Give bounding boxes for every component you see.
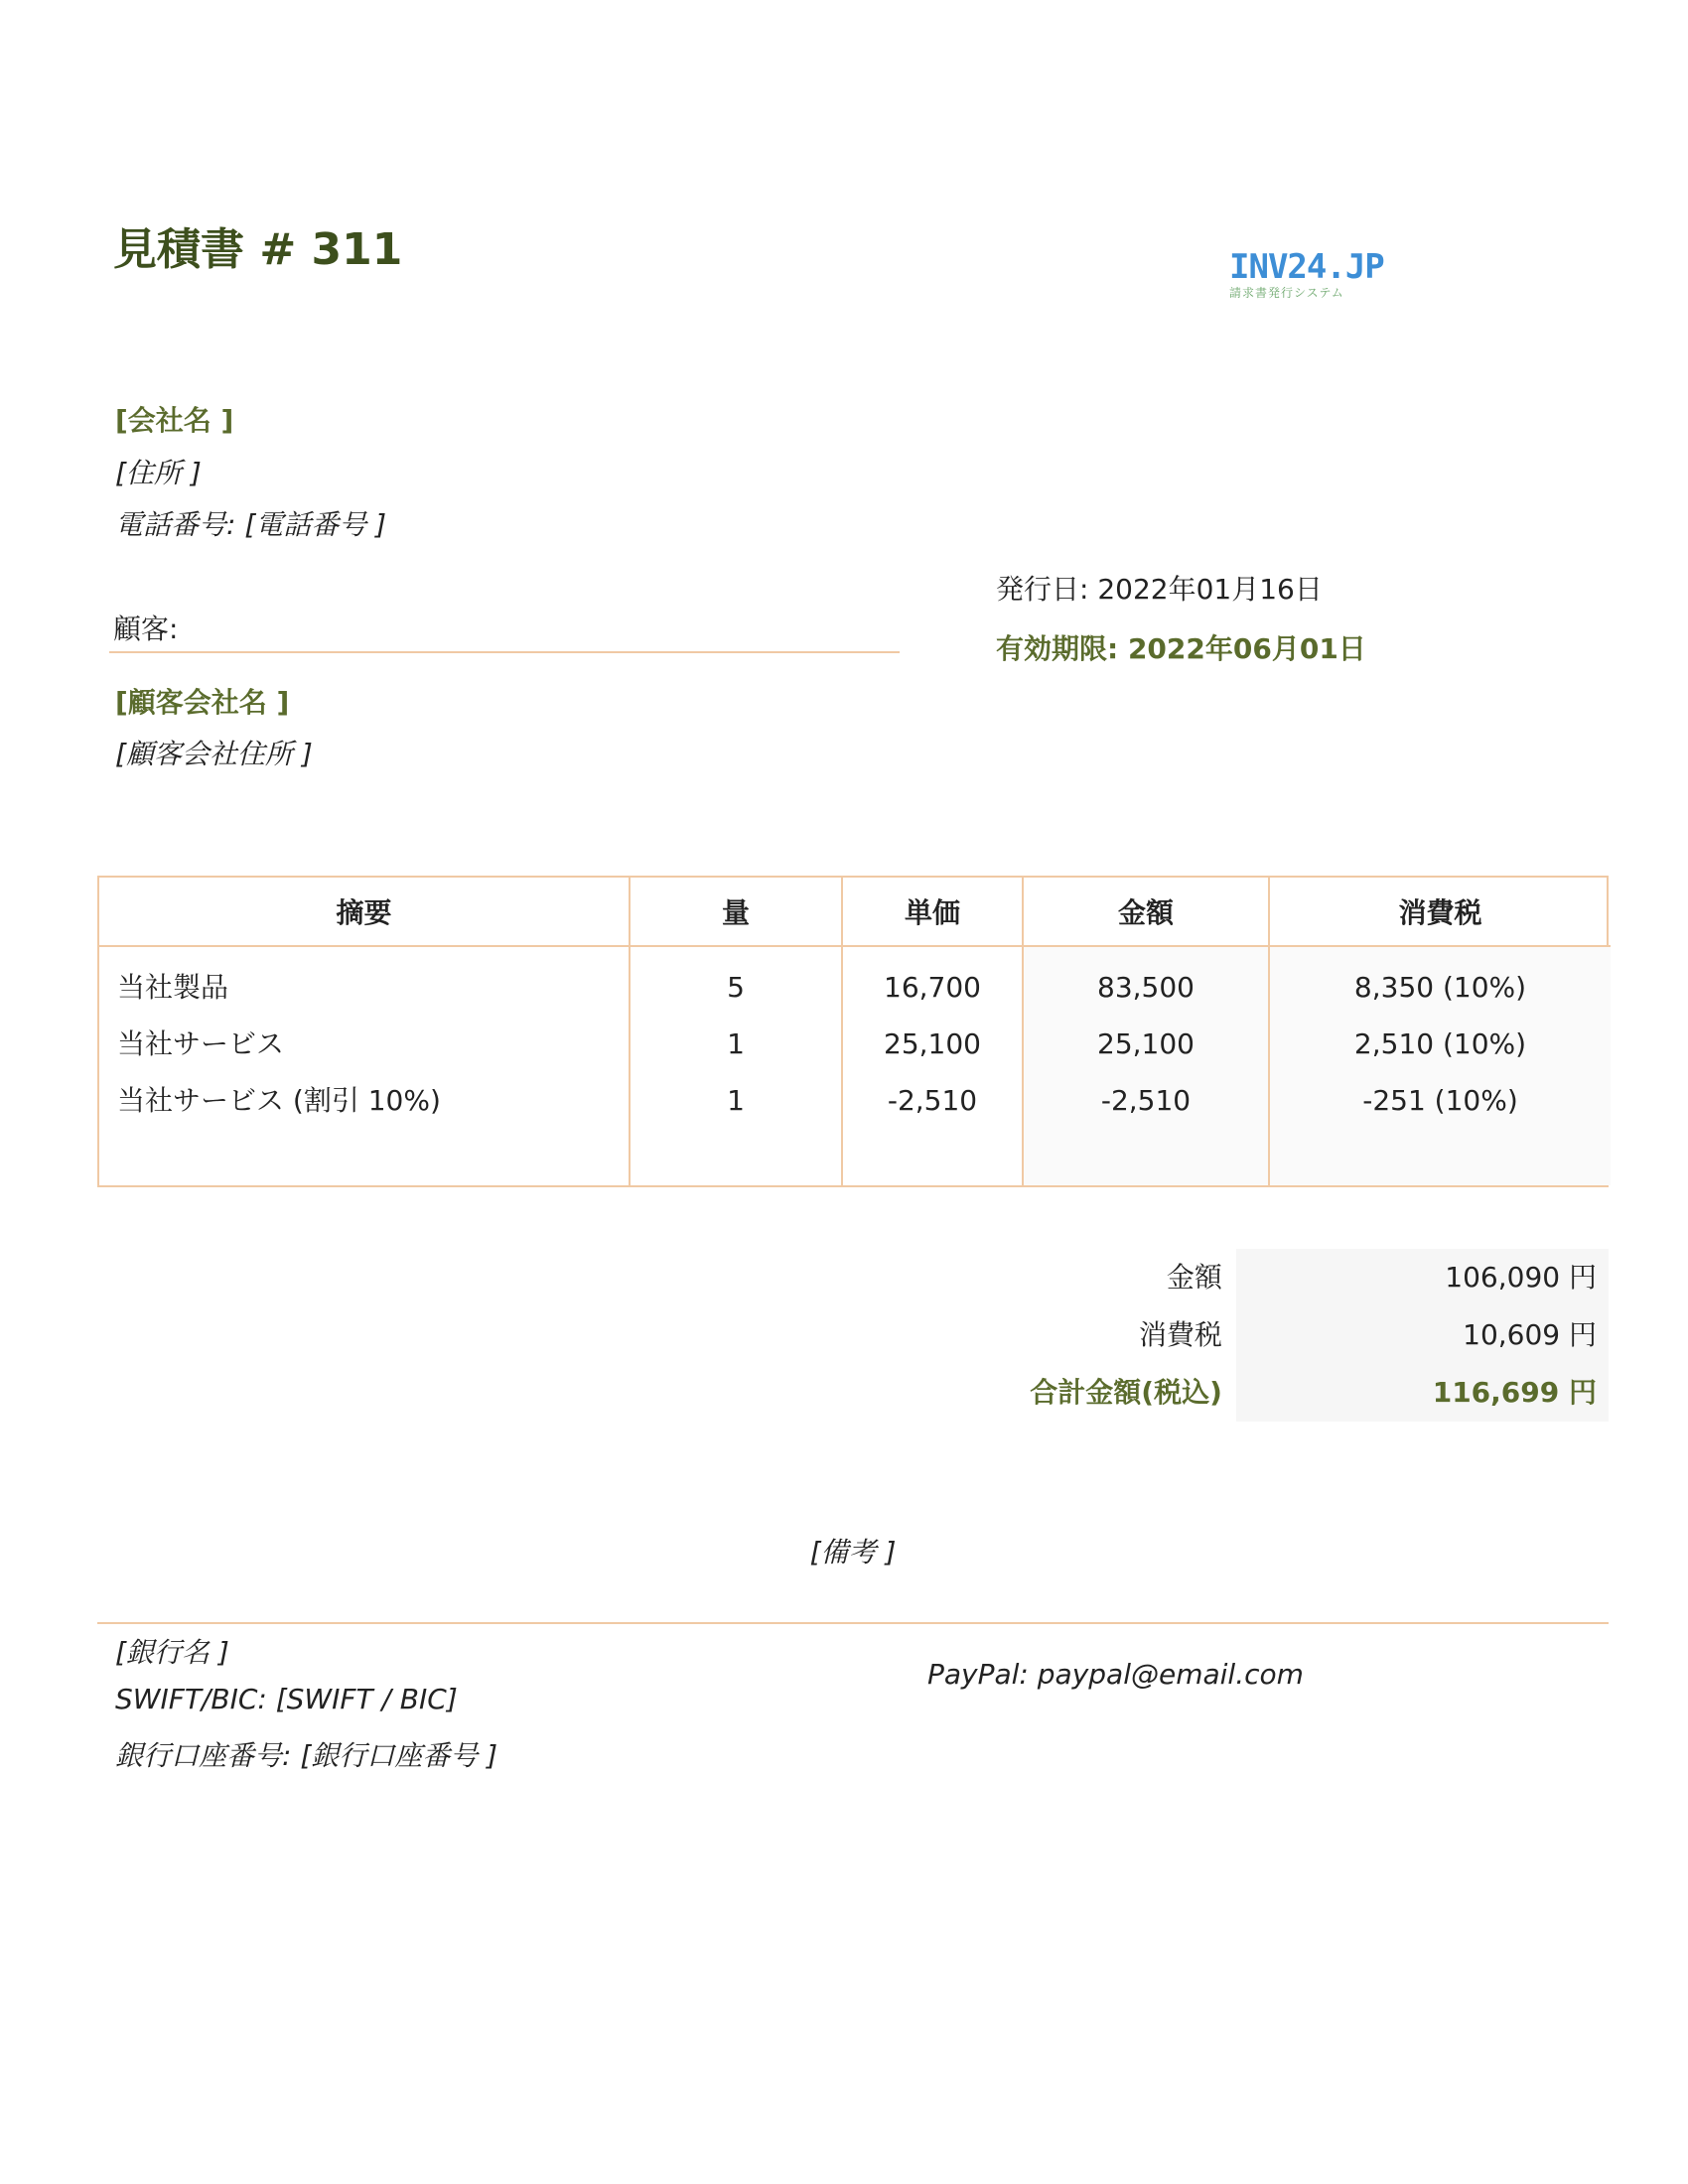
company-name: [会社名 ] bbox=[115, 404, 234, 437]
footer-divider bbox=[97, 1622, 1609, 1624]
header-amount: 金額 bbox=[1023, 878, 1269, 946]
item-quantity: 1 bbox=[727, 1084, 745, 1117]
tax-label: 消費税 bbox=[1138, 1318, 1222, 1351]
item-quantity: 5 bbox=[727, 971, 745, 1004]
grand-total-value: 116,699 円 bbox=[1236, 1364, 1609, 1422]
document-title: 見積書 # 311 bbox=[113, 224, 403, 275]
subtotal-row bbox=[953, 1249, 1609, 1306]
grand-total-label: 合計金額(税込) bbox=[1030, 1376, 1222, 1409]
item-description: 当社サービス bbox=[117, 1027, 285, 1060]
subtotal-label: 金額 bbox=[1166, 1261, 1222, 1294]
client-label: 顧客: bbox=[113, 613, 179, 645]
client-divider bbox=[109, 651, 900, 653]
header-quantity: 量 bbox=[630, 878, 842, 946]
column-amount bbox=[1023, 946, 1269, 1185]
column-unit-price bbox=[842, 946, 1023, 1185]
client-name: [顧客会社名 ] bbox=[115, 686, 290, 719]
item-tax: -251 (10%) bbox=[1362, 1084, 1518, 1117]
subtotal-value: 106,090 円 bbox=[1236, 1249, 1609, 1306]
column-description bbox=[99, 946, 630, 1185]
column-quantity bbox=[630, 946, 842, 1185]
logo-subtitle: 請求書発行システム bbox=[1229, 286, 1344, 300]
column-tax bbox=[1269, 946, 1611, 1185]
bank-name: [銀行名 ] bbox=[115, 1636, 229, 1669]
logo-text: INV24.JP bbox=[1229, 247, 1384, 287]
item-description: 当社製品 bbox=[117, 971, 229, 1004]
header-description: 摘要 bbox=[99, 878, 630, 946]
bank-swift: SWIFT/BIC: [SWIFT / BIC] bbox=[115, 1683, 458, 1715]
paypal-address: PayPal: paypal@email.com bbox=[927, 1658, 1304, 1691]
item-quantity: 1 bbox=[727, 1027, 745, 1060]
tax-row bbox=[953, 1306, 1609, 1364]
grand-total-row bbox=[953, 1364, 1609, 1422]
client-address: [顧客会社住所 ] bbox=[115, 738, 313, 770]
items-header-row bbox=[99, 878, 1611, 946]
item-unit-price: -2,510 bbox=[887, 1084, 978, 1117]
items-body bbox=[99, 946, 1611, 1185]
item-unit-price: 16,700 bbox=[884, 971, 981, 1004]
header-unit-price: 単価 bbox=[842, 878, 1023, 946]
item-amount: -2,510 bbox=[1100, 1084, 1192, 1117]
company-phone: 電話番号: [電話番号 ] bbox=[115, 508, 387, 541]
header-tax: 消費税 bbox=[1269, 878, 1611, 946]
issue-date: 発行日: 2022年01月16日 bbox=[996, 573, 1323, 606]
item-amount: 83,500 bbox=[1097, 971, 1195, 1004]
due-date: 有効期限: 2022年06月01日 bbox=[996, 632, 1366, 665]
items-table bbox=[97, 876, 1609, 1187]
tax-value: 10,609 円 bbox=[1236, 1306, 1609, 1364]
item-amount: 25,100 bbox=[1097, 1027, 1195, 1060]
company-logo bbox=[1229, 248, 1388, 304]
bank-account-number: 銀行口座番号: [銀行口座番号 ] bbox=[115, 1739, 498, 1772]
item-unit-price: 25,100 bbox=[884, 1027, 981, 1060]
totals-section bbox=[953, 1249, 1609, 1422]
item-description: 当社サービス (割引 10%) bbox=[117, 1084, 441, 1117]
item-tax: 8,350 (10%) bbox=[1353, 971, 1527, 1004]
company-address: [住所 ] bbox=[115, 457, 202, 489]
notes: [備考 ] bbox=[809, 1536, 897, 1569]
item-tax: 2,510 (10%) bbox=[1353, 1027, 1527, 1060]
